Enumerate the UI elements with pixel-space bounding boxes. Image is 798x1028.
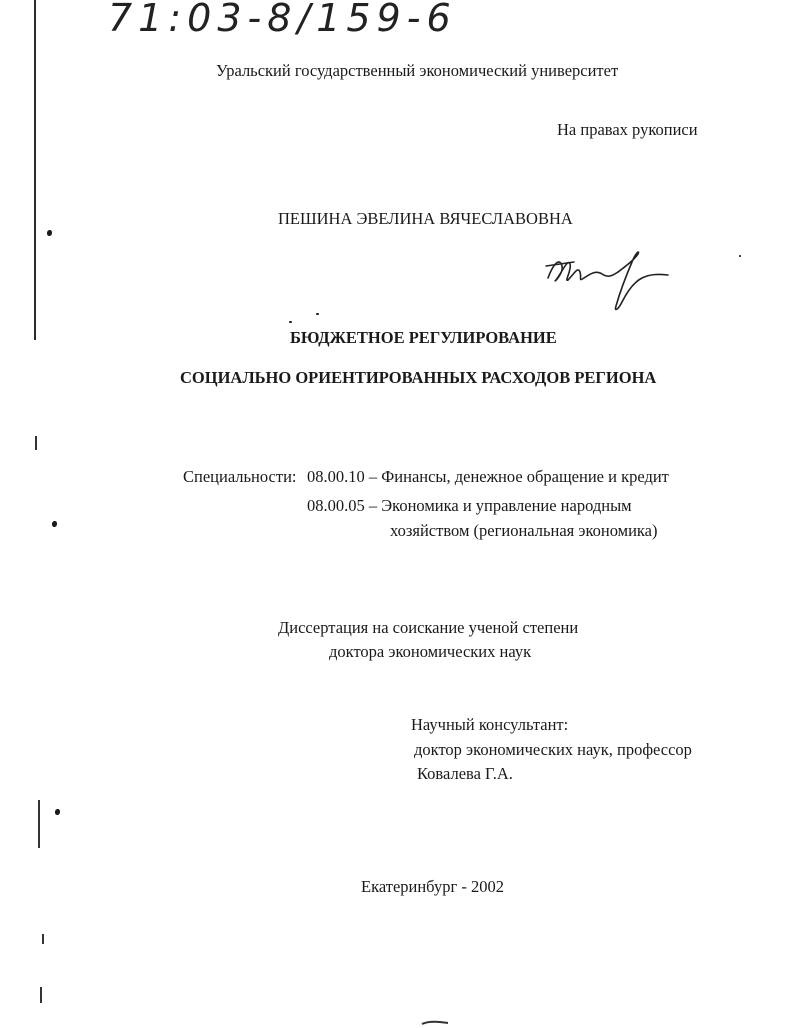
scan-speck — [52, 521, 57, 527]
scan-bottom-mark — [420, 1020, 450, 1026]
title-line-2: СОЦИАЛЬНО ОРИЕНТИРОВАННЫХ РАСХОДОВ РЕГИОНА — [180, 368, 657, 387]
advisor-title: доктор экономических наук, профессор — [414, 740, 692, 759]
scan-speck — [55, 809, 60, 815]
scan-margin-line — [34, 0, 36, 340]
scan-tick — [38, 800, 40, 848]
handwritten-archive-code: 71:03-8/159-6 — [108, 0, 457, 40]
manuscript-note: На правах рукописи — [557, 120, 698, 139]
scan-tick — [40, 987, 42, 1003]
author-name: ПЕШИНА ЭВЕЛИНА ВЯЧЕСЛАВОВНА — [278, 209, 573, 228]
scan-speck — [47, 230, 52, 236]
university-name: Уральский государственный экономический университет — [216, 61, 619, 80]
author-signature — [540, 244, 680, 314]
scan-tick — [42, 934, 44, 944]
specialty-2-line-2: хозяйством (региональная экономика) — [390, 521, 658, 540]
title-line-1: БЮДЖЕТНОЕ РЕГУЛИРОВАНИЕ — [290, 328, 557, 347]
specialties-label: Специальности: — [183, 467, 297, 486]
scan-speck — [739, 255, 741, 257]
advisor-name: Ковалева Г.А. — [417, 764, 513, 783]
place-and-year: Екатеринбург - 2002 — [361, 877, 504, 896]
scan-speck — [289, 321, 292, 323]
scan-speck — [316, 313, 319, 315]
specialty-1: 08.00.10 – Финансы, денежное обращение и кредит — [307, 467, 669, 486]
specialty-2-line-1: 08.00.05 – Экономика и управление народным — [307, 496, 632, 515]
degree-line-1: Диссертация на соискание ученой степени — [278, 618, 579, 637]
advisor-label: Научный консультант: — [411, 715, 569, 734]
scan-tick — [35, 436, 37, 450]
degree-line-2: доктора экономических наук — [329, 642, 532, 661]
